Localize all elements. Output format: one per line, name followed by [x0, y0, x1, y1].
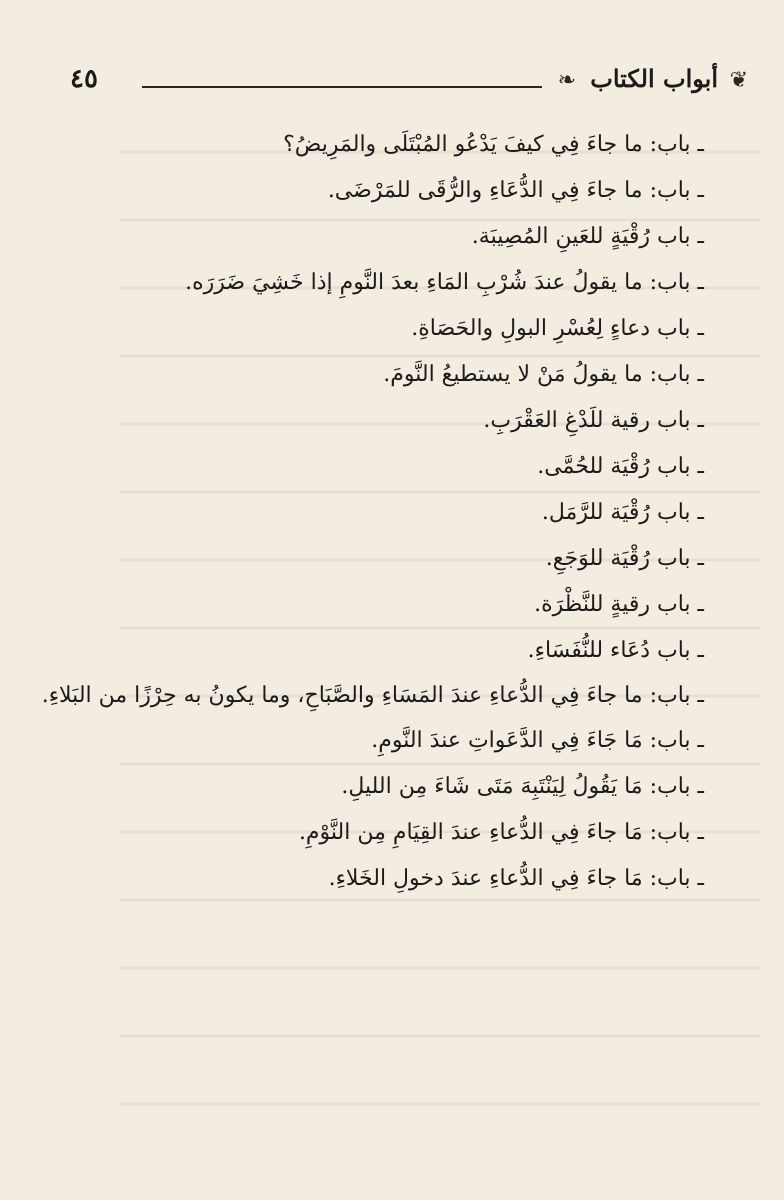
chapter-entry-text: ـ باب رقيةٍ للنَّظْرَة. [534, 592, 704, 617]
chapter-entry [72, 490, 704, 536]
chapter-entry [72, 398, 704, 444]
chapter-entry-text: ـ باب: مَا جاءَ فِي الدُّعاءِ عندَ القِيَامِ مِن النَّوْمِ. [299, 820, 704, 845]
header-ornament-right-icon: ❦ [729, 68, 748, 93]
chapter-entry-text: ـ باب دُعَاء للنُّفَسَاءِ. [528, 638, 704, 663]
header-ornament-left-icon: ❧ [557, 68, 576, 93]
chapter-entry-text: ـ باب رُقْيَة للوَجَعِ. [546, 546, 704, 571]
chapter-entry-text: ـ باب: ما جاءَ فِي الدُّعاءِ عندَ المَسَاءِ والصَّبَاحِ، وما يكونُ به حِرْزًا من البَلاءِ. [42, 683, 704, 708]
chapter-entry-multiline [28, 674, 704, 718]
page-number: ٤٥ [70, 64, 98, 94]
running-header [70, 62, 748, 102]
chapter-entry [72, 122, 704, 168]
chapter-entry-text: ـ باب رقية للَدْغِ العَقْرَبِ. [483, 408, 704, 433]
chapter-entry [72, 628, 704, 674]
chapter-entry [72, 810, 704, 856]
chapter-entry-text: ـ باب رُقْيَة للرَّمَل. [542, 500, 704, 525]
header-rule [142, 86, 542, 88]
chapter-entry [72, 718, 704, 764]
chapter-entry [72, 260, 704, 306]
chapter-entry [72, 764, 704, 810]
chapter-entry [72, 582, 704, 628]
chapter-entry [72, 306, 704, 352]
chapter-entry-text: ـ باب: مَا يَقُولُ لِيَنْتَبِهَ مَتَى شَاءَ مِن الليلِ. [341, 774, 704, 799]
chapter-entry-text: ـ باب: ما جاءَ فِي الدُّعَاءِ والرُّقَى للمَرْضَى. [328, 178, 704, 203]
header-title: أبواب الكتاب [590, 64, 718, 93]
chapter-entry-text: ـ باب دعاءٍ لِعُسْرِ البولِ والحَصَاةِ. [411, 316, 704, 341]
chapter-entry [72, 536, 704, 582]
chapter-entry [72, 352, 704, 398]
chapter-entry-text: ـ باب: ما جاءَ فِي كيفَ يَدْعُو المُبْتَلَى والمَرِيضُ؟ [283, 132, 704, 157]
chapter-entry [72, 444, 704, 490]
chapter-entry [72, 856, 704, 902]
chapter-entry [72, 168, 704, 214]
chapter-entry-text: ـ باب رُقْيَةٍ للعَينِ المُصِيبَة. [472, 224, 704, 249]
chapter-entry-text: ـ باب: مَا جَاءَ فِي الدَّعَواتِ عندَ النَّومِ. [371, 728, 704, 753]
chapter-entry-text: ـ باب: مَا جاءَ فِي الدُّعاءِ عندَ دخولِ الخَلاءِ. [329, 866, 704, 891]
chapter-entry-text: ـ باب رُقْيَة للحُمَّى. [537, 454, 704, 479]
chapter-entry-text: ـ باب: ما يقولُ مَنْ لا يستطيعُ النَّومَ. [383, 362, 704, 387]
chapter-list [41, 122, 704, 902]
chapter-entry [72, 214, 704, 260]
chapter-entry-text: ـ باب: ما يقولُ عندَ شُرْبِ المَاءِ بعدَ النَّومِ إذا خَشِيَ ضَرَرَه. [185, 270, 704, 295]
